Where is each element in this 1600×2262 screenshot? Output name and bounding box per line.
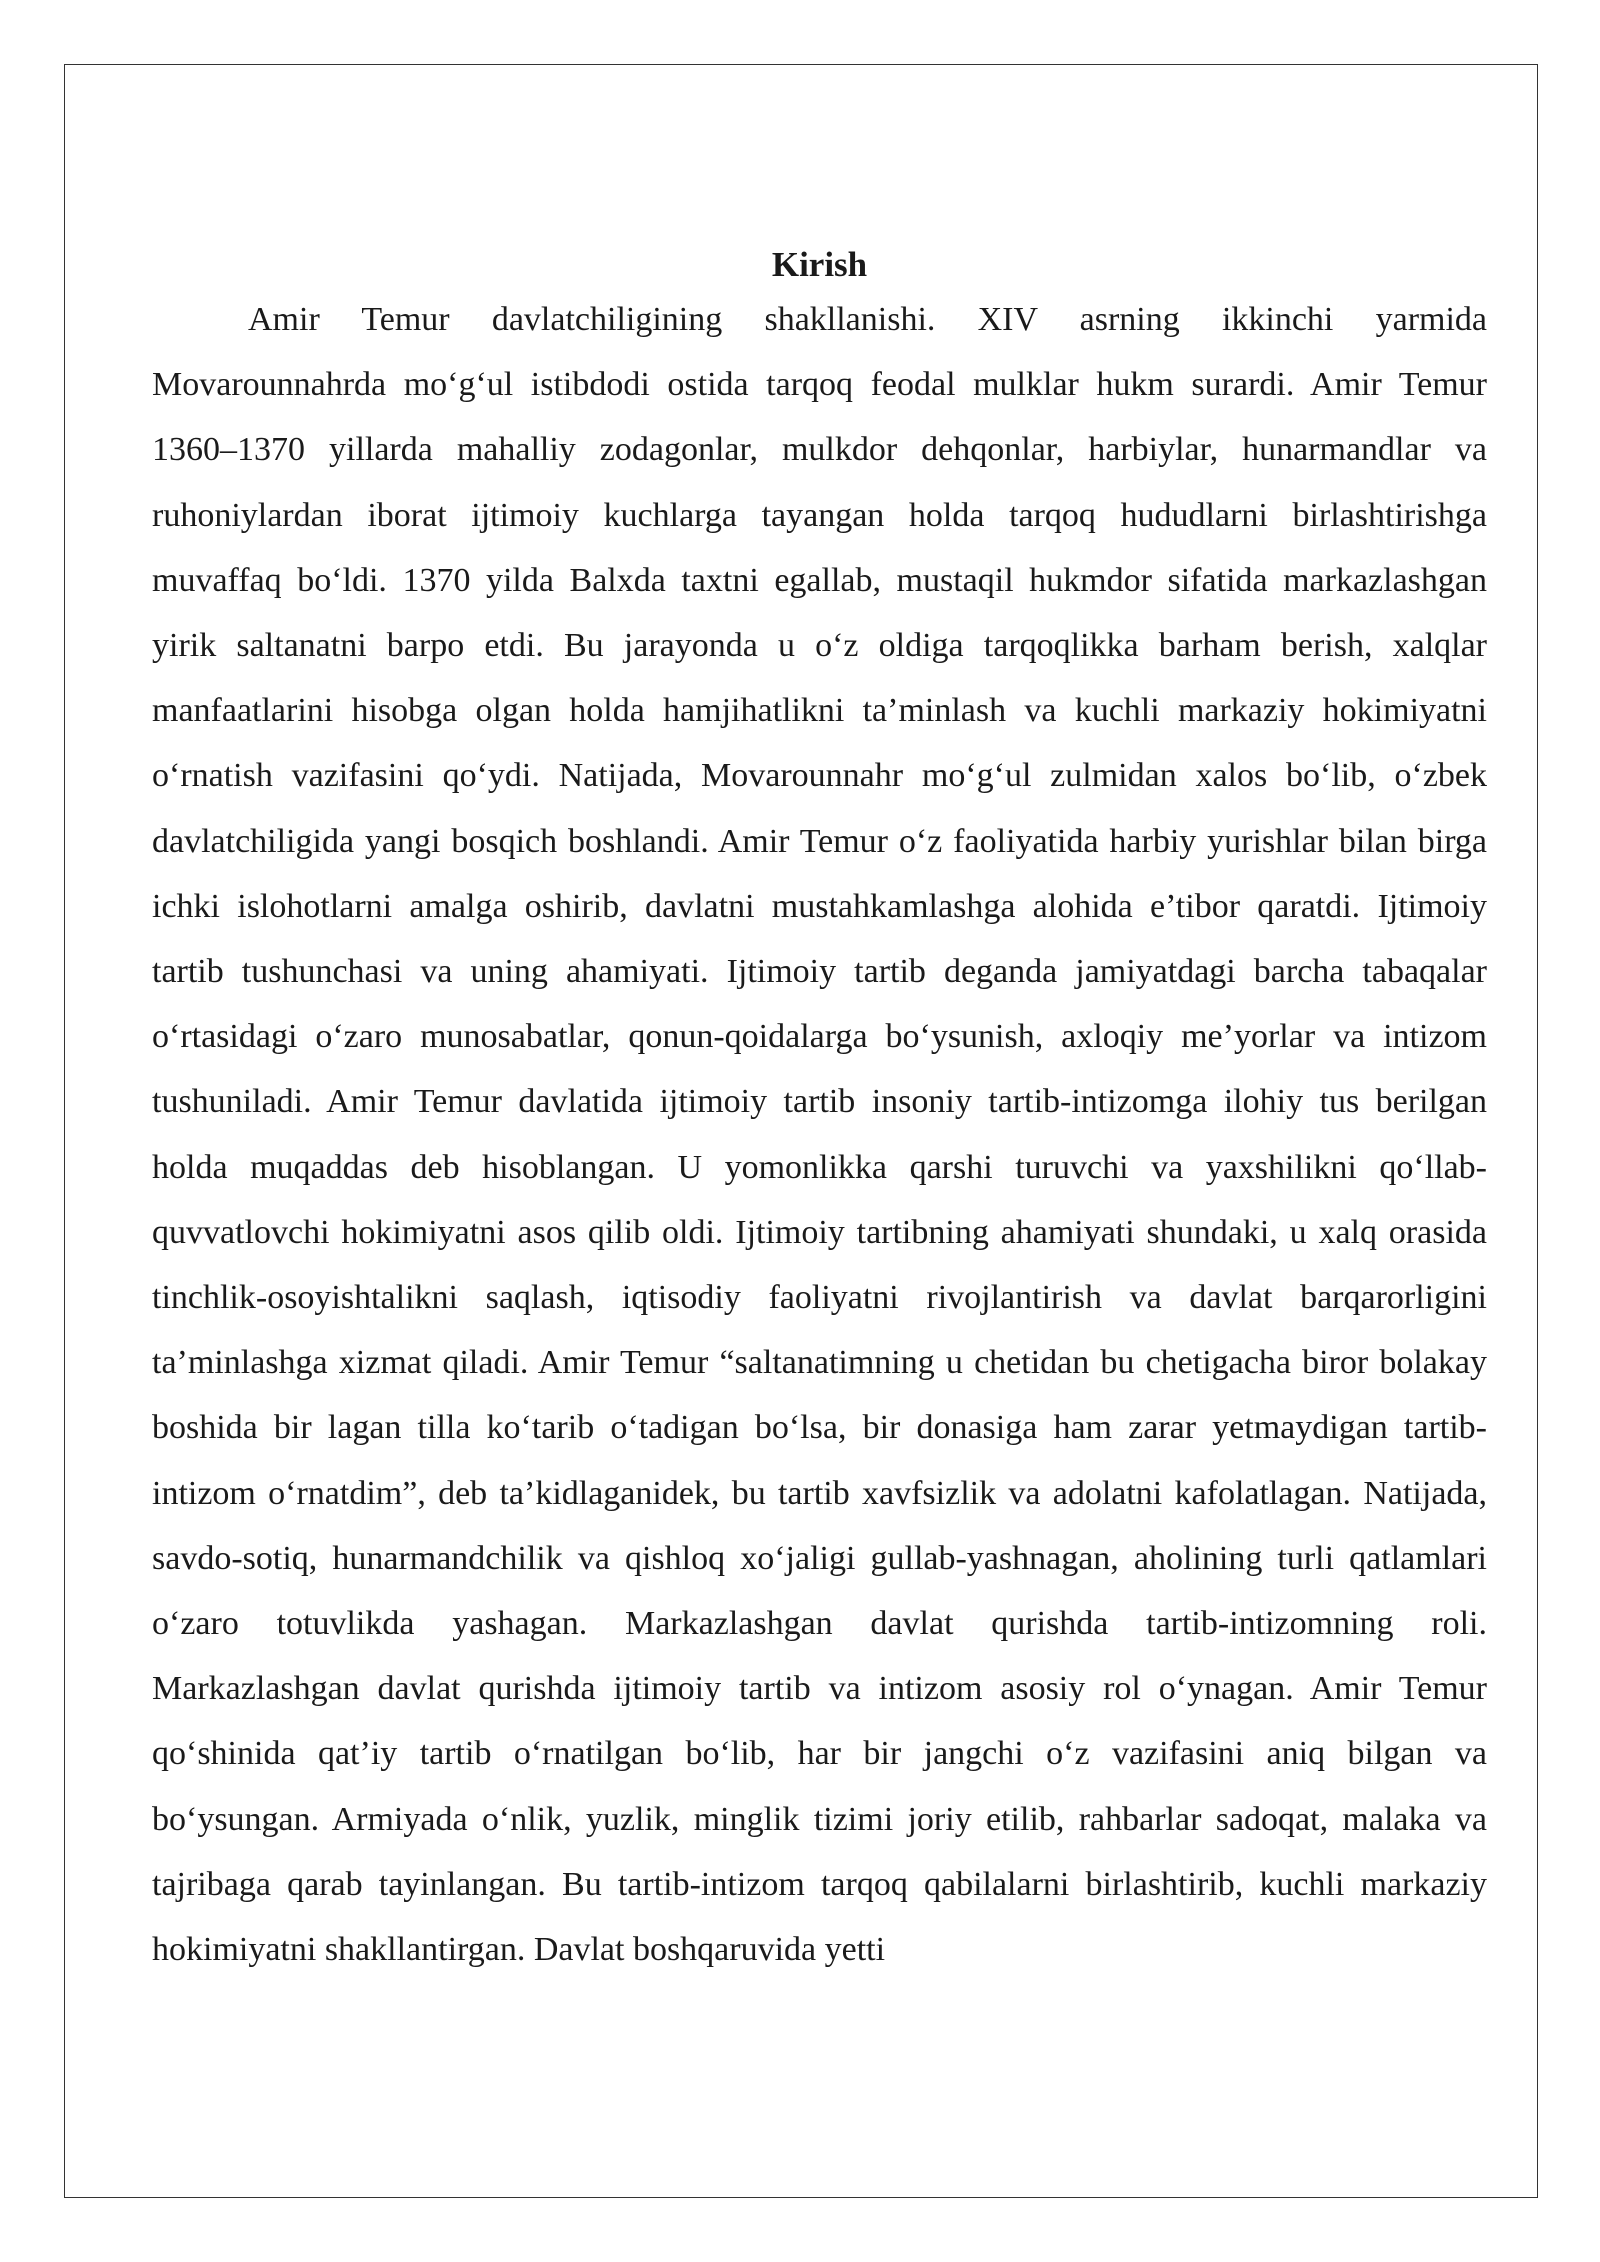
document-title: Kirish xyxy=(771,245,868,284)
body-paragraph: Amir Temur davlatchiligining shakllanishi. XIV asrning ikkinchi yarmida Movarounnahrda mo‘g‘ul istibdodi ostida tarqoq feodal mulklar hukm surardi. Amir Temur 1360–1370 yillarda mahalliy zodagonlar, mulkdor dehqonlar, harbiylar, hunarmandlar va ruhoniylardan iborat ijtimoiy kuchlarga tayangan holda tarqoq hududlarni birlashtirishga muvaffaq bo‘ldi. 1370 yilda Balxda taxtni egallab, mustaqil hukmdor sifatida markazlashgan yirik saltanatni barpo etdi. Bu jarayonda u o‘z oldiga tarqoqlikka barham berish, xalqlar manfaatlarini hisobga olgan holda hamjihatlikni ta’minlash va kuchli markaziy hokimiyatni o‘rnatish vazifasini qo‘ydi. Natijada, Movarounnahr mo‘g‘ul zulmidan xalos bo‘lib, o‘zbek davlatchiligida yangi bosqich boshlandi. Amir Temur o‘z faoliyatida harbiy yurishlar bilan birga ichki islohotlarni amalga oshirib, davlatni mustahkamlashga alohida e’tibor qaratdi. Ijtimoiy tartib tushunchasi va uning ahamiyati. Ijtimoiy tartib deganda jamiyatdagi barcha tabaqalar o‘rtasidagi o‘zaro munosabatlar, qonun-qoidalarga bo‘ysunish, axloqiy me’yorlar va intizom tushuniladi. Amir Temur davlatida ijtimoiy tartib insoniy tartib-intizomga ilohiy tus berilgan holda muqaddas deb hisoblangan. U yomonlikka qarshi turuvchi va yaxshilikni qo‘llab-quvvatlovchi hokimiyatni asos qilib oldi. Ijtimoiy tartibning ahamiyati shundaki, u xalq orasida tinchlik-osoyishtalikni saqlash, iqtisodiy faoliyatni rivojlantirish va davlat barqarorligini ta’minlashga xizmat qiladi. Amir Temur “saltanatimning u chetidan bu chetigacha biror bolakay boshida bir lagan tilla ko‘tarib o‘tadigan bo‘lsa, bir donasiga ham zarar yetmaydigan tartib-intizom o‘rnatdim”, deb ta’kidlaganidek, bu tartib xavfsizlik va adolatni kafolatlagan. Natijada, savdo-sotiq, hunarmandchilik va qishloq xo‘jaligi gullab-yashnagan, aholining turli qatlamlari o‘zaro totuvlikda yashagan. Markazlashgan davlat qurishda tartib-intizomning roli. Markazlashgan davlat qurishda ijtimoiy tartib va intizom asosiy rol o‘ynagan. Amir Temur qo‘shinida qat’iy tartib o‘rnatilgan bo‘lib, har bir jangchi o‘z vazifasini aniq bilgan va bo‘ysungan. Armiyada o‘nlik, yuzlik, minglik tizimi joriy etilib, rahbarlar sadoqat, malaka va tajribaga qarab tayinlangan. Bu tartib-intizom tarqoq qabilalarni birlashtirib, kuchli markaziy hokimiyatni shakllantirgan. Davlat boshqaruvida yetti xyxy=(152,301,1487,1969)
document-body xyxy=(152,242,1487,1982)
